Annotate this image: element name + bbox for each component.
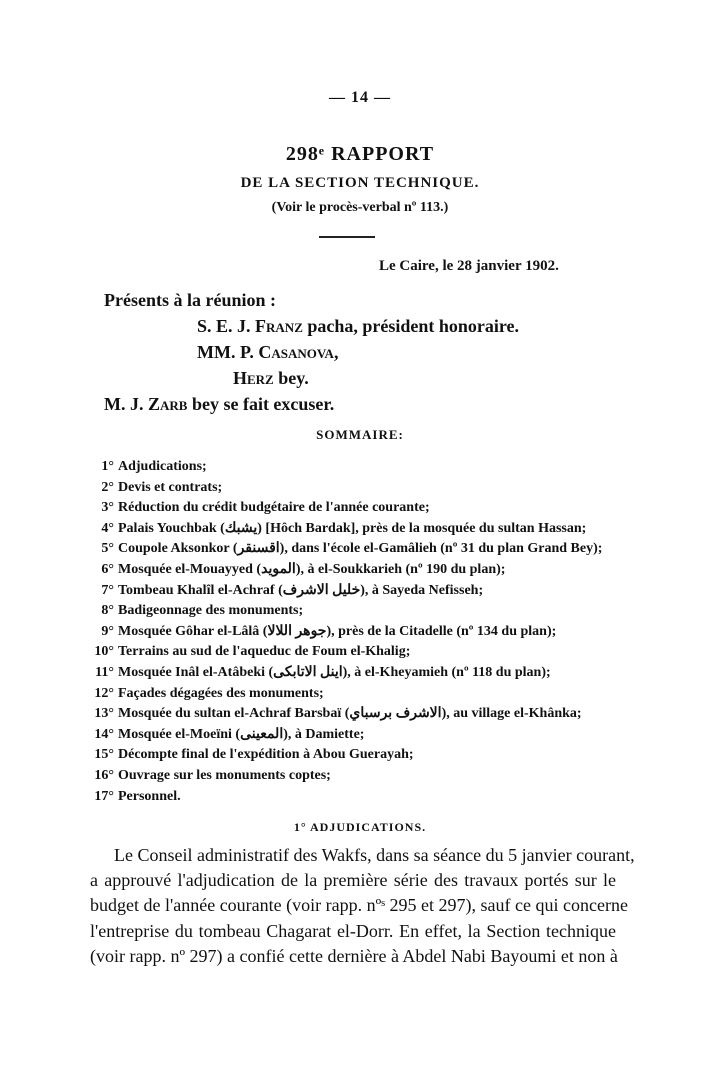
summary-item: 2° Devis et contrats; — [101, 479, 223, 495]
summary-item: 17° Personnel. — [94, 788, 181, 804]
summary-item: 11° Mosquée Inâl el-Atâbeki (اينل الاتابكى), à el-Kheyamieh (nº 118 du plan); — [95, 664, 551, 680]
summary-item: 9° Mosquée Gôhar el-Lâlâ (جوهر اللالا), près de la Citadelle (nº 134 du plan); — [101, 623, 557, 639]
summary-item: 5° Coupole Aksonkor (اقسنقر), dans l'école el-Gamâlieh (nº 31 du plan Grand Bey); — [101, 541, 603, 557]
attendee-line: Herz bey. — [233, 368, 309, 388]
report-reference: (Voir le procès-verbal nº 113.) — [271, 200, 449, 215]
paragraph-line: a approuvé l'adjudication de la première série des travaux portés sur le — [90, 870, 616, 891]
summary-item: 13° Mosquée du sultan el-Achraf Barsbaï (الاشرف برسباي), au village el-Khânka; — [94, 706, 582, 722]
paragraph-line: l'entreprise du tombeau Chagarat el-Dorr. En effet, la Section technique — [90, 920, 616, 941]
date-line: Le Caire, le 28 janvier 1902. — [379, 258, 559, 274]
attendee-line: MM. P. Casanova, — [197, 342, 339, 362]
summary-item: 10° Terrains au sud de l'aqueduc de Foum el-Khalig; — [94, 644, 411, 660]
paragraph-line: budget de l'année courante (voir rapp. nºˢ 295 et 297), sauf ce qui concerne — [90, 895, 628, 916]
section-heading: 1° ADJUDICATIONS. — [293, 820, 427, 834]
summary-item: 15° Décompte final de l'expédition à Abou Guerayah; — [94, 747, 414, 763]
page-number: — 14 — — [329, 89, 391, 106]
section-paragraph — [90, 843, 635, 969]
report-title: 298ᵉ RAPPORT — [285, 143, 435, 165]
attendance-heading: Présents à la réunion : — [104, 290, 276, 310]
attendee-name: Franz — [255, 316, 303, 336]
attendee-line: S. E. J. Franz pacha, président honoraire. — [197, 316, 520, 336]
summary-item: 3° Réduction du crédit budgétaire de l'année courante; — [101, 500, 430, 516]
attendee-name: Casanova — [258, 342, 334, 362]
summary-item: 12° Façades dégagées des monuments; — [94, 685, 324, 701]
excused-name: Zarb — [148, 394, 188, 414]
summary-item: 1° Adjudications; — [101, 459, 207, 474]
summary-item: 16° Ouvrage sur les monuments coptes; — [94, 767, 331, 783]
summary-item: 7° Tombeau Khalîl el-Achraf (خليل الاشرف), à Sayeda Nefisseh; — [101, 582, 484, 598]
excused-line: M. J. Zarb bey se fait excuser. — [104, 394, 335, 414]
summary-list — [80, 457, 602, 807]
summary-item: 8° Badigeonnage des monuments; — [101, 603, 304, 619]
title-divider — [319, 236, 375, 238]
paragraph-line: Le Conseil administratif des Wakfs, dans sa séance du 5 janvier courant, — [114, 845, 635, 865]
summary-item: 6° Mosquée el-Mouayyed (المويد), à el-Soukkarieh (nº 190 du plan); — [101, 561, 506, 577]
summary-item: 14° Mosquée el-Moeïni (المعينى), à Damiette; — [94, 726, 365, 742]
summary-heading: SOMMAIRE: — [316, 427, 404, 442]
summary-item: 4° Palais Youchbak (يشبك) [Hôch Bardak], près de la mosquée du sultan Hassan; — [101, 520, 587, 536]
report-subtitle: DE LA SECTION TECHNIQUE. — [240, 175, 480, 191]
attendee-name: Herz — [233, 368, 274, 388]
paragraph-line: (voir rapp. nº 297) a confié cette dernière à Abdel Nabi Bayoumi et non à — [90, 945, 618, 966]
